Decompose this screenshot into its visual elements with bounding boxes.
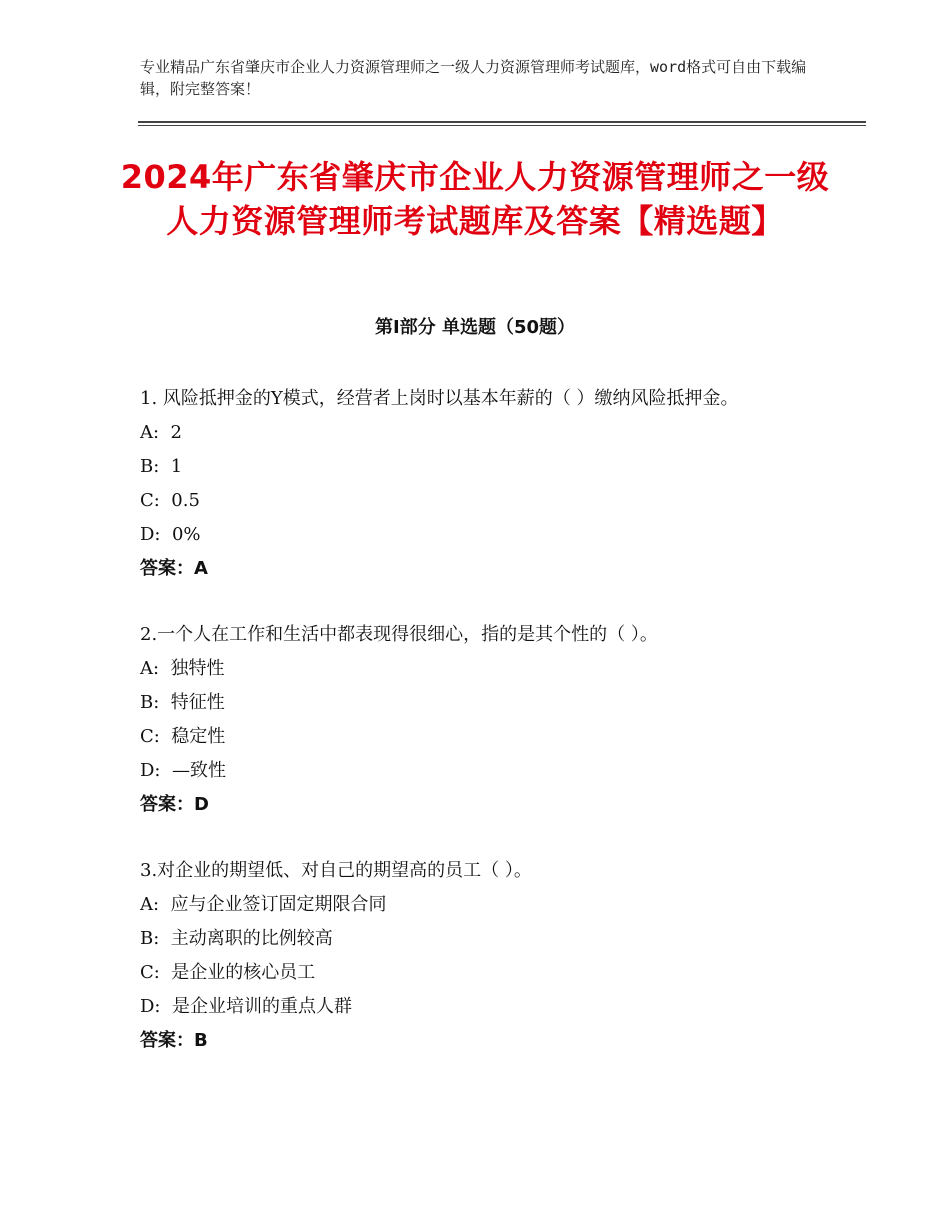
- question-3: [140, 854, 820, 1058]
- question-list: [140, 382, 820, 1090]
- option-b: B: 主动离职的比例较高: [140, 928, 333, 949]
- header-note: 专业精品广东省肇庆市企业人力资源管理师之一级人力资源管理师考试题库，word格式可自由下载编辑，附完整答案！: [140, 58, 807, 98]
- header-divider-thick: [138, 121, 866, 123]
- option-a: A: 独特性: [140, 658, 225, 679]
- answer: 答案：D: [140, 794, 209, 815]
- answer: 答案：B: [140, 1030, 208, 1051]
- option-c: C: 是企业的核心员工: [140, 962, 316, 983]
- option-a: A: 2: [140, 422, 182, 443]
- option-d: D: 是企业培训的重点人群: [140, 996, 352, 1017]
- option-b: B: 特征性: [140, 692, 225, 713]
- question-stem: 2.一个人在工作和生活中都表现得很细心，指的是其个性的（ ）。: [140, 624, 658, 645]
- question-1: [140, 382, 820, 586]
- header-divider-thin: [138, 125, 866, 126]
- question-2: [140, 618, 820, 822]
- option-c: C: 0.5: [140, 490, 200, 511]
- question-stem: 1. 风险抵押金的Y模式，经营者上岗时以基本年薪的（ ）缴纳风险抵押金。: [140, 388, 739, 409]
- answer: 答案：A: [140, 558, 208, 579]
- option-b: B: 1: [140, 456, 183, 477]
- option-c: C: 稳定性: [140, 726, 226, 747]
- document-title: 2024年广东省肇庆市企业人力资源管理师之一级人力资源管理师考试题库及答案【精选题】: [120, 158, 830, 240]
- option-d: D: 0%: [140, 524, 201, 545]
- section-title: 第Ⅰ部分 单选题（50题）: [374, 317, 575, 338]
- question-stem: 3.对企业的期望低、对自己的期望高的员工（ ）。: [140, 860, 532, 881]
- option-d: D: —致性: [140, 760, 226, 781]
- option-a: A: 应与企业签订固定期限合同: [140, 894, 387, 915]
